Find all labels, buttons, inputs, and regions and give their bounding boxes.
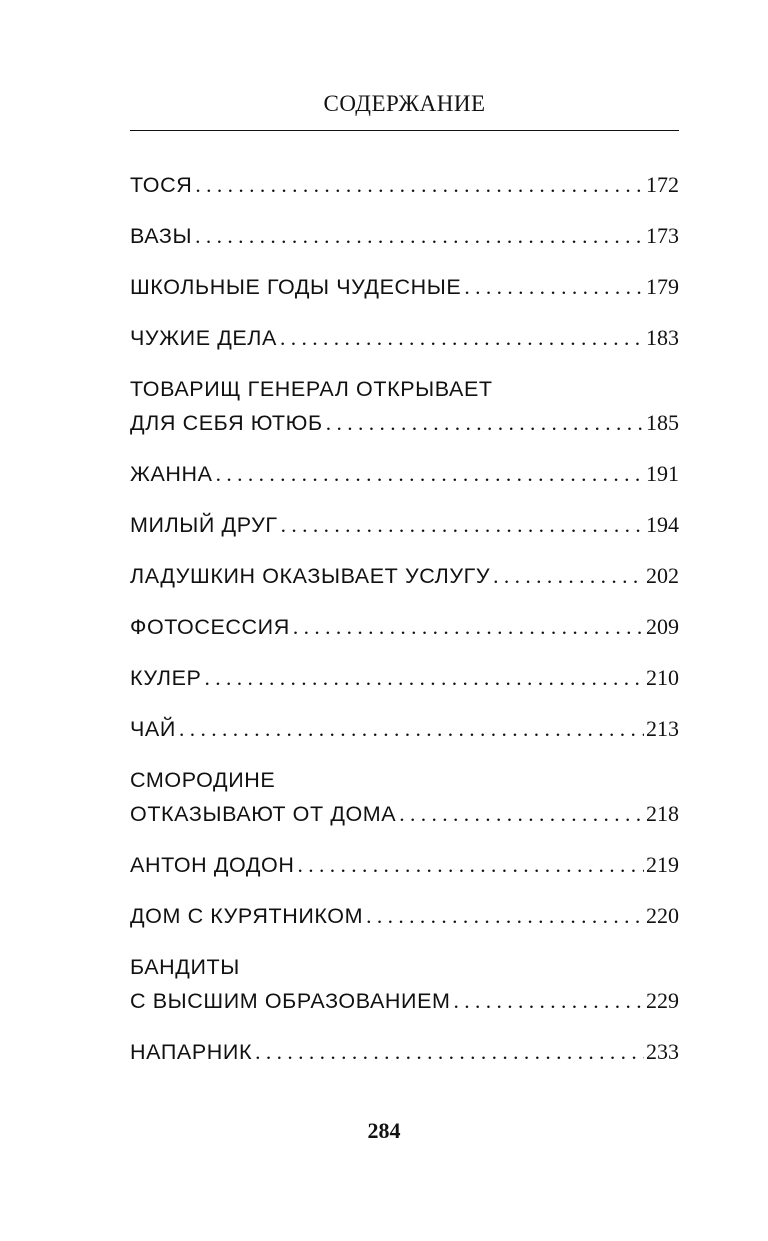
toc-entry-page: 173 [646, 223, 679, 248]
toc-entry-title: АНТОН ДОДОН [130, 853, 295, 877]
toc-entry-row [130, 984, 679, 1018]
running-header-title: СОДЕРЖАНИЕ [323, 91, 486, 116]
dot-leader [280, 321, 644, 355]
dot-leader [366, 899, 644, 933]
toc-entry-title: ТОСЯ [130, 173, 193, 197]
toc-entry-row [130, 559, 679, 593]
toc-entry-page: 233 [646, 1039, 679, 1064]
dot-leader [454, 984, 644, 1018]
toc-entry-page: 218 [646, 801, 679, 826]
toc-entry [130, 372, 679, 440]
toc-entry-title: ЛАДУШКИН ОКАЗЫВАЕТ УСЛУГУ [130, 564, 491, 588]
toc-entry-row [130, 899, 679, 933]
toc-entry-row [130, 457, 679, 491]
toc-entry-title: ФОТОСЕССИЯ [130, 615, 290, 639]
toc-entry [130, 270, 679, 304]
toc-entry-title: ДЛЯ СЕБЯ ЮТЮБ [130, 411, 323, 435]
toc-entry-title: ДОМ С КУРЯТНИКОМ [130, 904, 364, 928]
toc-entry-title: КУЛЕР [130, 666, 202, 690]
dot-leader [297, 848, 644, 882]
toc-entry [130, 559, 679, 593]
dot-leader [293, 610, 644, 644]
toc-entry-row [130, 661, 679, 695]
dot-leader [216, 457, 644, 491]
toc-entry-title: ОТКАЗЫВАЮТ ОТ ДОМА [130, 802, 397, 826]
toc-entry-title-line: ТОВАРИЩ ГЕНЕРАЛ ОТКРЫВАЕТ [130, 377, 493, 401]
toc-entry [130, 950, 679, 1018]
toc-entry-page: 185 [646, 410, 679, 435]
toc-entry-title: НАПАРНИК [130, 1040, 253, 1064]
toc-entry-row [130, 321, 679, 355]
toc-entry-title: ШКОЛЬНЫЕ ГОДЫ ЧУДЕСНЫЕ [130, 275, 462, 299]
dot-leader [399, 797, 644, 831]
toc-entry-page: 179 [646, 274, 679, 299]
toc-entry-row [130, 1035, 679, 1069]
toc-entry-page: 183 [646, 325, 679, 350]
toc-entry [130, 763, 679, 831]
toc-entry-page: 229 [646, 988, 679, 1013]
toc-entry-page: 210 [646, 665, 679, 690]
header-rule [130, 130, 679, 131]
toc-entry [130, 661, 679, 695]
toc-entry-title: ЖАННА [130, 462, 213, 486]
toc-entry-page: 213 [646, 716, 679, 741]
toc-entry-row [130, 219, 679, 253]
toc-entry [130, 508, 679, 542]
toc-entry [130, 899, 679, 933]
toc-entry-page: 194 [646, 512, 679, 537]
toc-entry-row [130, 610, 679, 644]
toc-entry-title-line: БАНДИТЫ [130, 955, 240, 979]
table-of-contents [130, 168, 679, 1086]
dot-leader [205, 661, 645, 695]
toc-entry-title: С ВЫСШИМ ОБРАЗОВАНИЕМ [130, 989, 451, 1013]
toc-entry-row [130, 508, 679, 542]
dot-leader [493, 559, 644, 593]
toc-entry-row [130, 270, 679, 304]
toc-entry-page: 191 [646, 461, 679, 486]
toc-entry-title: ВАЗЫ [130, 224, 193, 248]
page-number: 284 [367, 1118, 401, 1143]
dot-leader [195, 168, 644, 202]
dot-leader [326, 406, 644, 440]
toc-entry [130, 168, 679, 202]
toc-entry-title-line: СМОРОДИНЕ [130, 768, 276, 792]
toc-entry-page: 220 [646, 903, 679, 928]
dot-leader [195, 219, 644, 253]
toc-entry [130, 848, 679, 882]
toc-entry-row [130, 406, 679, 440]
dot-leader [179, 712, 644, 746]
dot-leader [464, 270, 644, 304]
toc-entry-row [130, 797, 679, 831]
dot-leader [281, 508, 644, 542]
toc-entry [130, 1035, 679, 1069]
toc-entry-row [130, 848, 679, 882]
toc-entry-row [130, 168, 679, 202]
toc-entry [130, 610, 679, 644]
toc-entry-page: 219 [646, 852, 679, 877]
toc-entry-page: 172 [646, 172, 679, 197]
toc-entry [130, 457, 679, 491]
toc-entry-title: МИЛЫЙ ДРУГ [130, 513, 278, 537]
dot-leader [255, 1035, 644, 1069]
toc-entry-page: 202 [646, 563, 679, 588]
toc-entry [130, 219, 679, 253]
toc-entry-row [130, 712, 679, 746]
toc-entry-title: ЧАЙ [130, 717, 176, 741]
toc-entry-title: ЧУЖИЕ ДЕЛА [130, 326, 277, 350]
toc-entry [130, 321, 679, 355]
toc-entry-page: 209 [646, 614, 679, 639]
toc-entry [130, 712, 679, 746]
